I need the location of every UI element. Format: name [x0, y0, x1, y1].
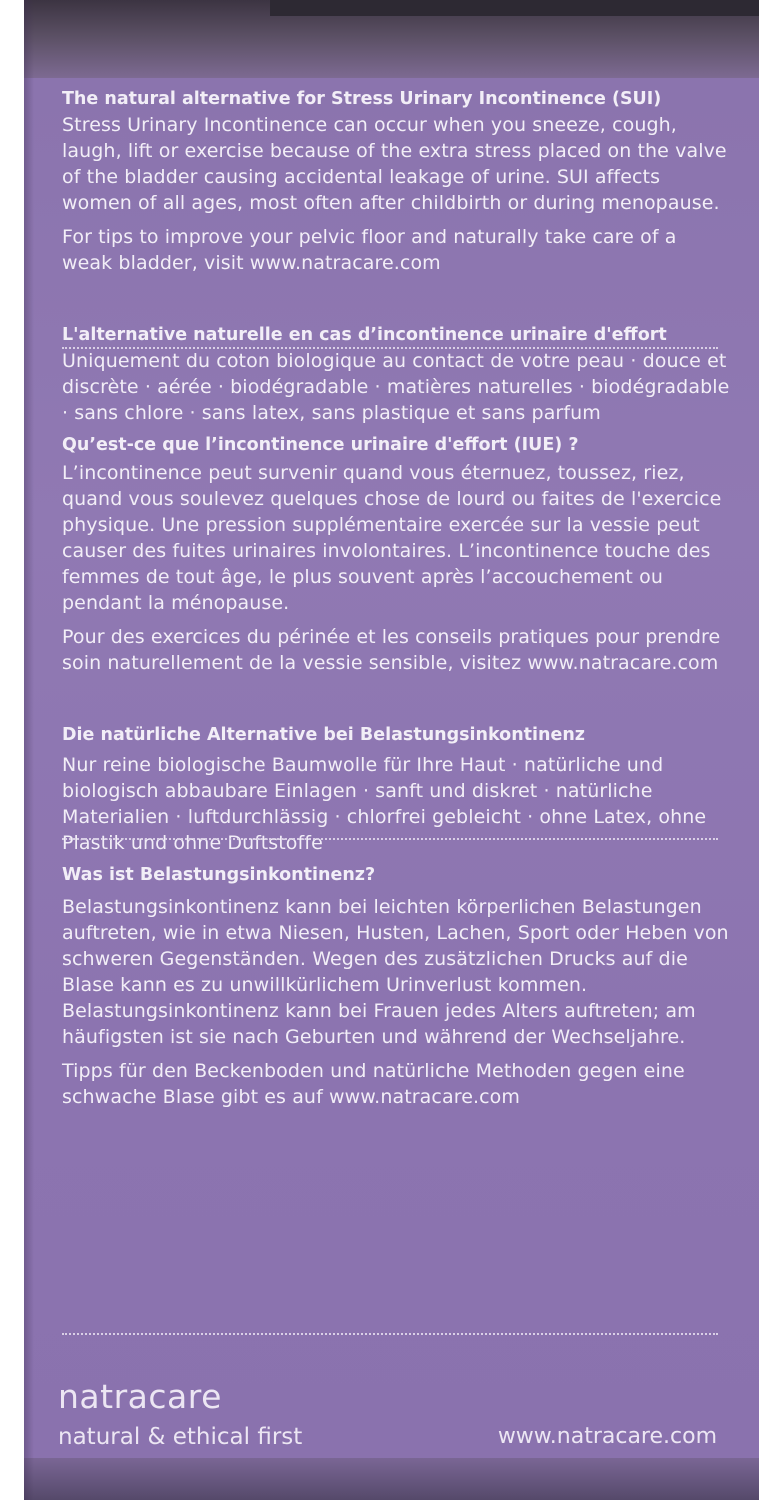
question-fr: Qu’est-ce que l’incontinence urinaire d'effort (IUE) ?	[62, 435, 579, 455]
heading-fr: L'alternative naturelle en cas d’incontinence urinaire d'effort	[62, 325, 667, 345]
package-top-edge	[270, 0, 759, 16]
divider-en-fr	[62, 347, 718, 349]
tips-de: Tipps für den Beckenboden und natürliche Methoden gegen eine schwache Blase gibt es auf www.natracare.com	[62, 1060, 685, 1108]
body-fr: L’incontinence peut survenir quand vous éternuez, toussez, riez, quand vous soulevez quelques chose de lourd ou faites de l'exercice physique. Une pression supplémentaire exercée sur la vessie peut causer des fuites urinaires involontaires. L’incontinence touche des femmes de tout âge, le plus souvent après l’accouchement ou pendant la ménopause.	[62, 462, 722, 614]
heading-de: Die natürliche Alternative bei Belastungsinkontinenz	[62, 725, 585, 745]
features-fr: Uniquement du coton biologique au contact de votre peau · douce et discrète · aérée · biodégradable · matières naturelles · biodégradable · sans chlore · sans latex, sans plastique et sans parfum	[62, 350, 730, 424]
heading-en: The natural alternative for Stress Urinary Incontinence (SUI)	[62, 89, 662, 109]
tips-en: For tips to improve your pelvic floor and naturally take care of a weak bladder, visit www.natracare.com	[62, 226, 677, 274]
brand-logo: natracare	[58, 1377, 222, 1416]
body-en: Stress Urinary Incontinence can occur when you sneeze, cough, laugh, lift or exercise because of the extra stress placed on the valve of the bladder causing accidental leakage of urine. SUI affects women of all ages, most often after childbirth or during menopause.	[62, 114, 727, 214]
body-de: Belastungsinkontinenz kann bei leichten körperlichen Belastungen auftreten, wie in etwa Niesen, Husten, Lachen, Sport oder Heben von schweren Gegenständen. Wegen des zusätzlichen Drucks auf die Blase kann es zu unwillkürlichem Urinverlust kommen. Belastungsinkontinenz kann bei Frauen jedes Alters auftreten; am häufigsten ist sie nach Geburten und während der Wechseljahre.	[62, 896, 729, 1048]
features-de: Nur reine biologische Baumwolle für Ihre Haut · natürliche und biologisch abbaubare Einlagen · sanft und diskret · natürliche Materialien · luftdurchlässig · chlorfrei gebleicht · ohne Latex, ohne Plastik und ohne Duftstoffe	[62, 754, 707, 854]
package-bottom-fold	[24, 1458, 759, 1500]
brand-tagline: natural & ethical first	[58, 1424, 303, 1450]
text-content	[62, 86, 732, 1110]
question-de: Was ist Belastungsinkontinenz?	[62, 865, 376, 885]
website-url: www.natracare.com	[497, 1424, 717, 1449]
divider-fr-de	[62, 838, 718, 840]
tips-fr: Pour des exercices du périnée et les conseils pratiques pour prendre soin naturellement de la vessie sensible, visitez www.natracare.com	[62, 626, 721, 674]
package-edge-shadow	[24, 0, 34, 1500]
divider-footer	[62, 1333, 718, 1335]
